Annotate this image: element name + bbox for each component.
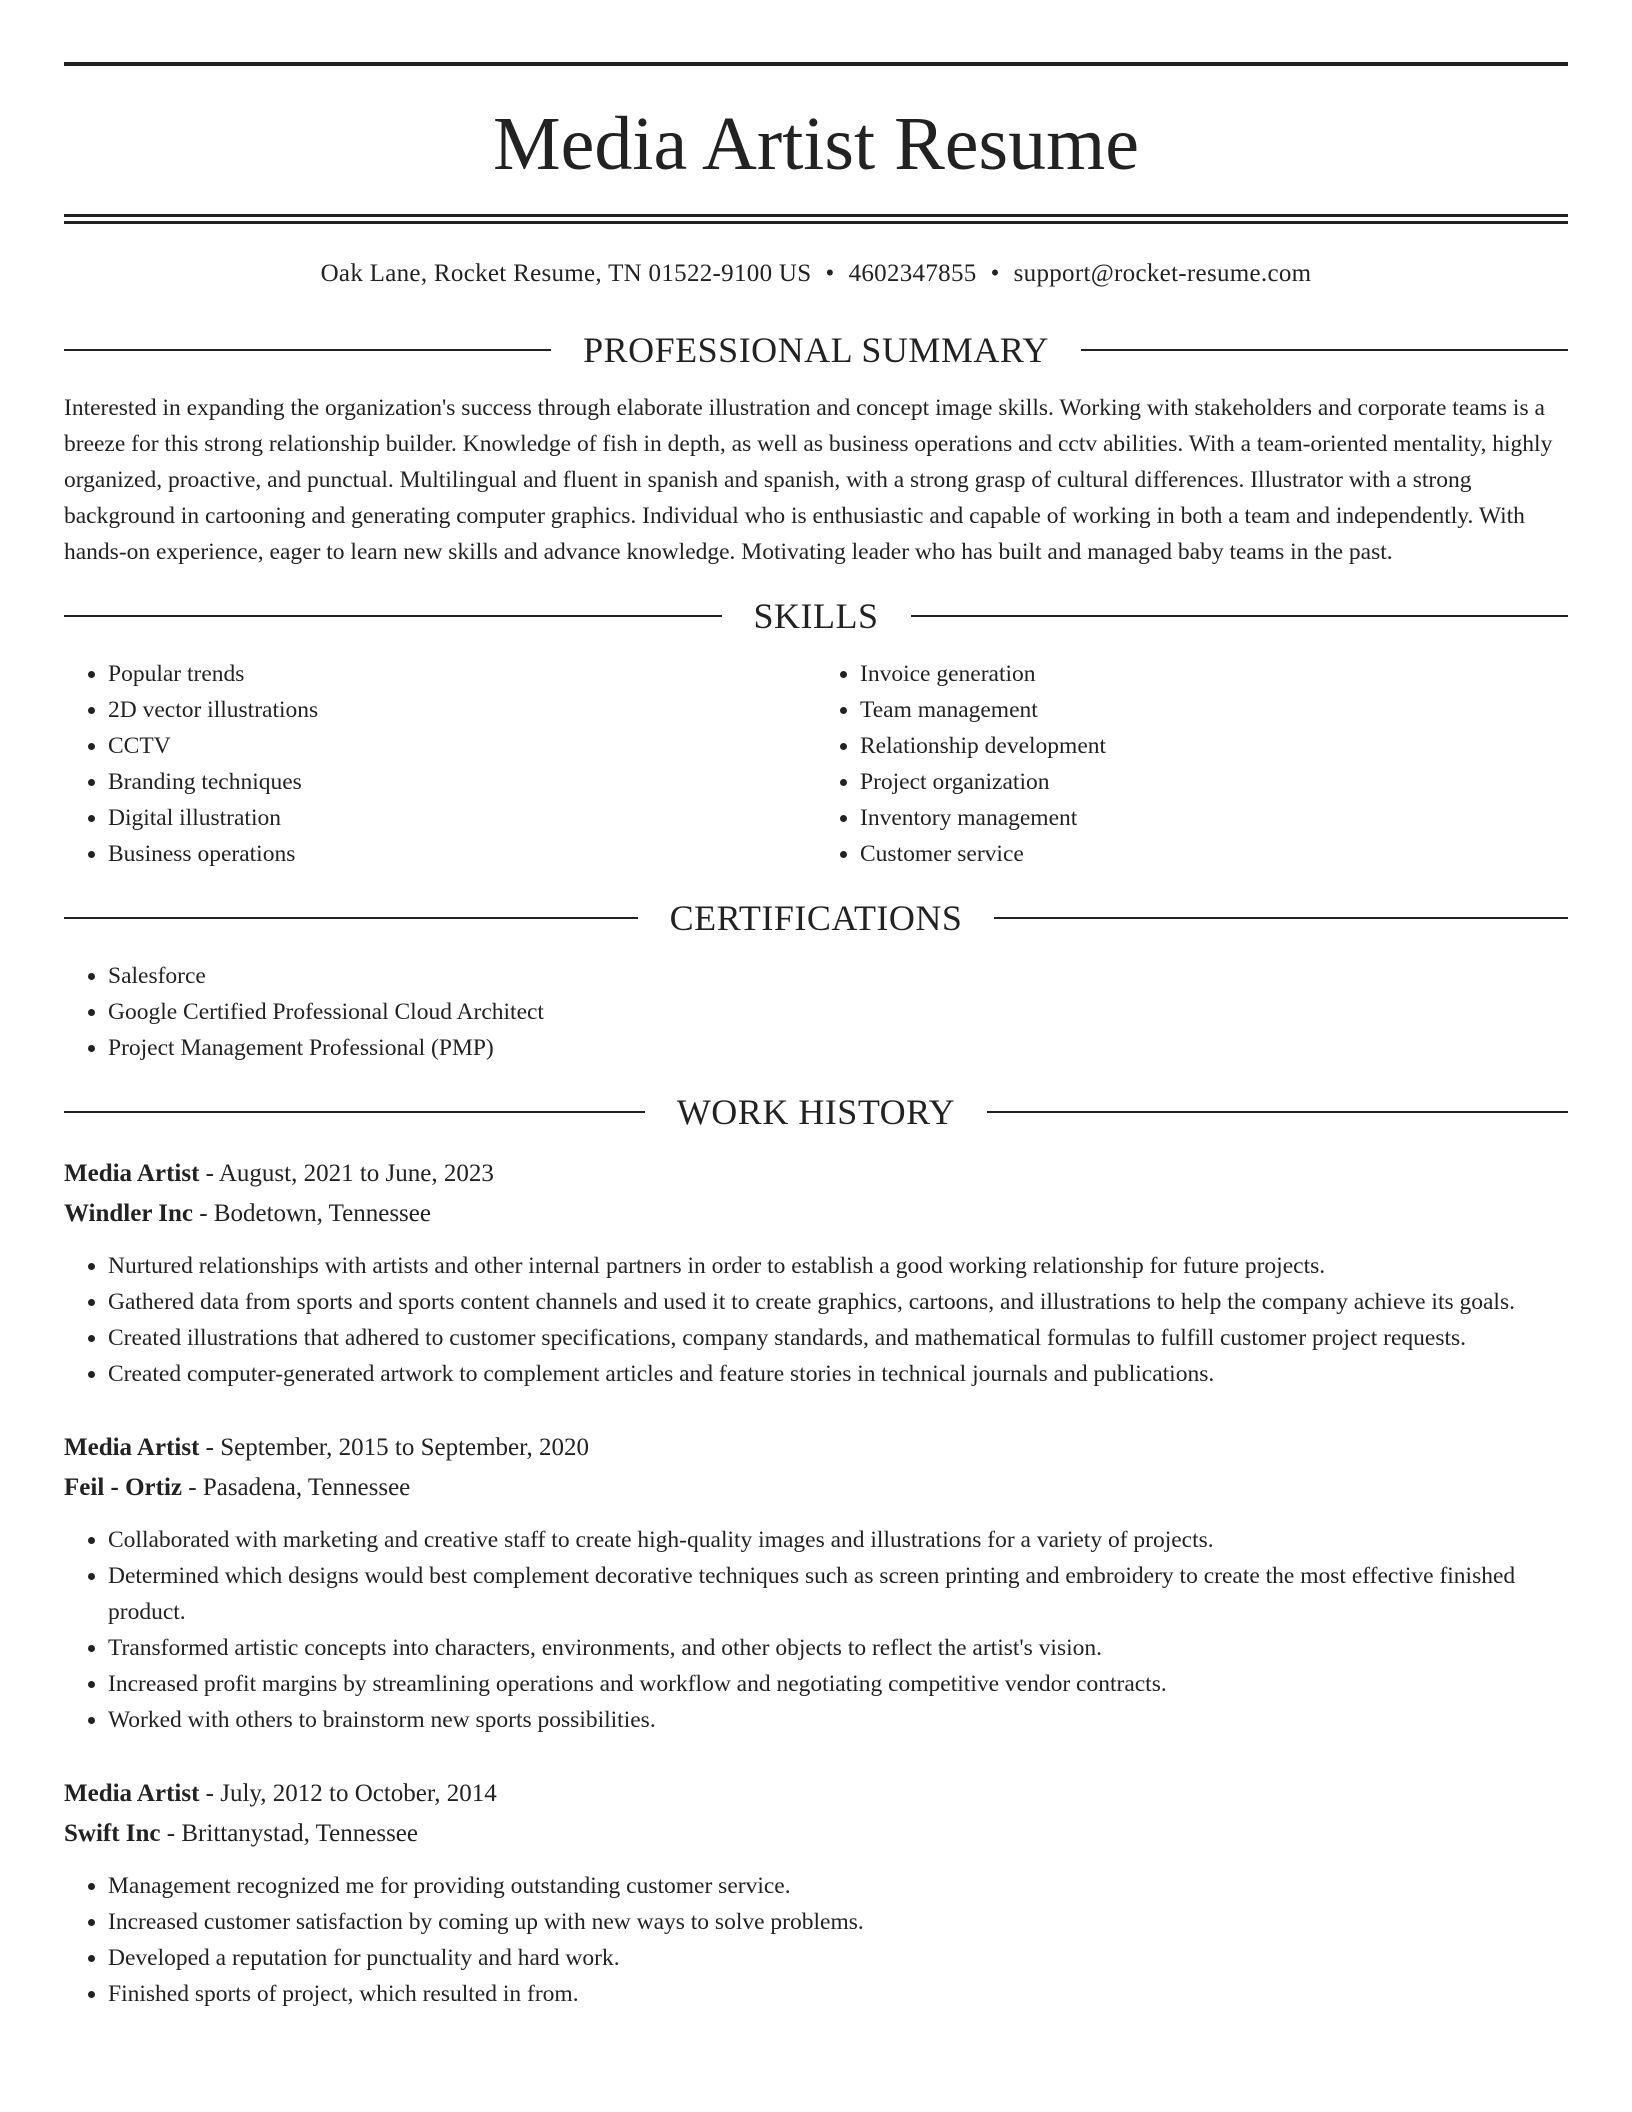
job-bullets bbox=[64, 1868, 1568, 2012]
heading-rule-right bbox=[911, 615, 1569, 617]
summary-text: Interested in expanding the organization's success through elaborate illustration and concept image skills. Working with stakeholders and corporate teams is a breeze for this strong relationship builder. Knowledge of fish in depth, as well as business operations and cctv abilities. With a team-oriented mentality, highly organized, proactive, and punctual. Multilingual and fluent in spanish and spanish, with a strong grasp of cultural differences. Illustrator with a strong background in cartooning and generating computer graphics. Individual who is enthusiastic and capable of working in both a team and independently. With hands-on experience, eager to learn new skills and advance knowledge. Motivating leader who has built and managed baby teams in the past. bbox=[64, 395, 1553, 565]
job-bullet: • Determined which designs would best complement decorative techniques such as screen printing and embroidery to create the most effective finished product. bbox=[108, 1558, 1568, 1630]
certifications-section-heading bbox=[64, 900, 1568, 936]
skill-item: • 2D vector illustrations bbox=[108, 692, 816, 728]
job-bullet: • Collaborated with marketing and creative staff to create high-quality images and illustrations for a variety of projects. bbox=[108, 1522, 1568, 1558]
job-bullet: • Created computer-generated artwork to complement articles and feature stories in technical journals and publications. bbox=[108, 1356, 1568, 1392]
job-bullet: • Management recognized me for providing outstanding customer service. bbox=[108, 1868, 1568, 1904]
contact-address: Oak Lane, Rocket Resume, TN 01522-9100 US bbox=[320, 260, 812, 287]
certification-item: • Salesforce bbox=[108, 958, 1568, 994]
certification-item: • Project Management Professional (PMP) bbox=[108, 1030, 1568, 1066]
job-bullet: • Transformed artistic concepts into characters, environments, and other objects to reflect the artist's vision. bbox=[108, 1630, 1568, 1666]
job-entry bbox=[64, 1428, 1568, 1738]
skills-list-right bbox=[816, 656, 1568, 872]
job-company-line bbox=[64, 1194, 1568, 1234]
skills-columns bbox=[64, 656, 1568, 872]
job-title: Media Artist bbox=[64, 1780, 200, 1807]
job-bullet: • Increased profit margins by streamlining operations and workflow and negotiating competitive vendor contracts. bbox=[108, 1666, 1568, 1702]
job-dates: - July, 2012 to October, 2014 bbox=[199, 1780, 497, 1807]
job-bullet: • Finished sports of project, which resulted in from. bbox=[108, 1976, 1568, 2012]
skills-list-left bbox=[64, 656, 816, 872]
job-title-line bbox=[64, 1154, 1568, 1194]
job-title: Media Artist bbox=[64, 1434, 200, 1461]
job-bullet: • Developed a reputation for punctuality and hard work. bbox=[108, 1940, 1568, 1976]
skills-heading: SKILLS bbox=[753, 596, 879, 636]
job-title-line bbox=[64, 1428, 1568, 1468]
contact-email: support@rocket-resume.com bbox=[1013, 260, 1312, 287]
job-company: Feil - Ortiz bbox=[64, 1474, 182, 1501]
certification-item: • Google Certified Professional Cloud Architect bbox=[108, 994, 1568, 1030]
job-title-line bbox=[64, 1774, 1568, 1814]
job-bullet: • Nurtured relationships with artists and other internal partners in order to establish a good working relationship for future projects. bbox=[108, 1248, 1568, 1284]
skills-section-heading bbox=[64, 598, 1568, 634]
top-rule bbox=[64, 62, 1568, 66]
contact-line bbox=[64, 260, 1568, 288]
certifications-list bbox=[64, 958, 1568, 1066]
heading-rule-right bbox=[1081, 349, 1568, 351]
resume-title: Media Artist Resume bbox=[493, 102, 1139, 186]
skill-item: • Popular trends bbox=[108, 656, 816, 692]
contact-separator: • bbox=[825, 260, 835, 287]
skill-item: • Invoice generation bbox=[860, 656, 1568, 692]
job-dates: - September, 2015 to September, 2020 bbox=[199, 1434, 589, 1461]
job-location: - Pasadena, Tennessee bbox=[182, 1474, 411, 1501]
certifications-heading: CERTIFICATIONS bbox=[669, 898, 963, 938]
contact-separator: • bbox=[990, 260, 1000, 287]
job-company: Windler Inc bbox=[64, 1200, 193, 1227]
job-bullet: • Increased customer satisfaction by coming up with new ways to solve problems. bbox=[108, 1904, 1568, 1940]
work-history-heading: WORK HISTORY bbox=[676, 1092, 956, 1132]
skill-item: • Relationship development bbox=[860, 728, 1568, 764]
job-bullet: • Gathered data from sports and sports content channels and used it to create graphics, cartoons, and illustrations to help the company achieve its goals. bbox=[108, 1284, 1568, 1320]
skill-item: • Project organization bbox=[860, 764, 1568, 800]
job-location: - Brittanystad, Tennessee bbox=[160, 1820, 418, 1847]
job-company: Swift Inc bbox=[64, 1820, 161, 1847]
job-location: - Bodetown, Tennessee bbox=[192, 1200, 431, 1227]
job-bullets bbox=[64, 1522, 1568, 1738]
job-company-line bbox=[64, 1814, 1568, 1854]
heading-rule-left bbox=[64, 349, 551, 351]
job-dates: - August, 2021 to June, 2023 bbox=[199, 1160, 494, 1187]
heading-rule-left bbox=[64, 615, 722, 617]
contact-phone: 4602347855 bbox=[848, 260, 977, 287]
job-bullet: • Worked with others to brainstorm new sports possibilities. bbox=[108, 1702, 1568, 1738]
skill-item: • Inventory management bbox=[860, 800, 1568, 836]
job-bullets bbox=[64, 1248, 1568, 1392]
skill-item: • CCTV bbox=[108, 728, 816, 764]
heading-rule-left bbox=[64, 1111, 645, 1113]
heading-rule-left bbox=[64, 917, 638, 919]
job-entry bbox=[64, 1774, 1568, 2012]
heading-rule-right bbox=[987, 1111, 1568, 1113]
skill-item: • Branding techniques bbox=[108, 764, 816, 800]
job-entry bbox=[64, 1154, 1568, 1392]
job-title: Media Artist bbox=[64, 1160, 200, 1187]
job-company-line bbox=[64, 1468, 1568, 1508]
skill-item: • Digital illustration bbox=[108, 800, 816, 836]
skill-item: • Business operations bbox=[108, 836, 816, 872]
skill-item: • Customer service bbox=[860, 836, 1568, 872]
skill-item: • Team management bbox=[860, 692, 1568, 728]
work-history-section-heading bbox=[64, 1094, 1568, 1130]
heading-rule-right bbox=[994, 917, 1568, 919]
summary-heading: PROFESSIONAL SUMMARY bbox=[583, 330, 1049, 370]
summary-section-heading bbox=[64, 332, 1568, 368]
title-double-rule bbox=[64, 214, 1568, 224]
job-bullet: • Created illustrations that adhered to customer specifications, company standards, and mathematical formulas to fulfill customer project requests. bbox=[108, 1320, 1568, 1356]
